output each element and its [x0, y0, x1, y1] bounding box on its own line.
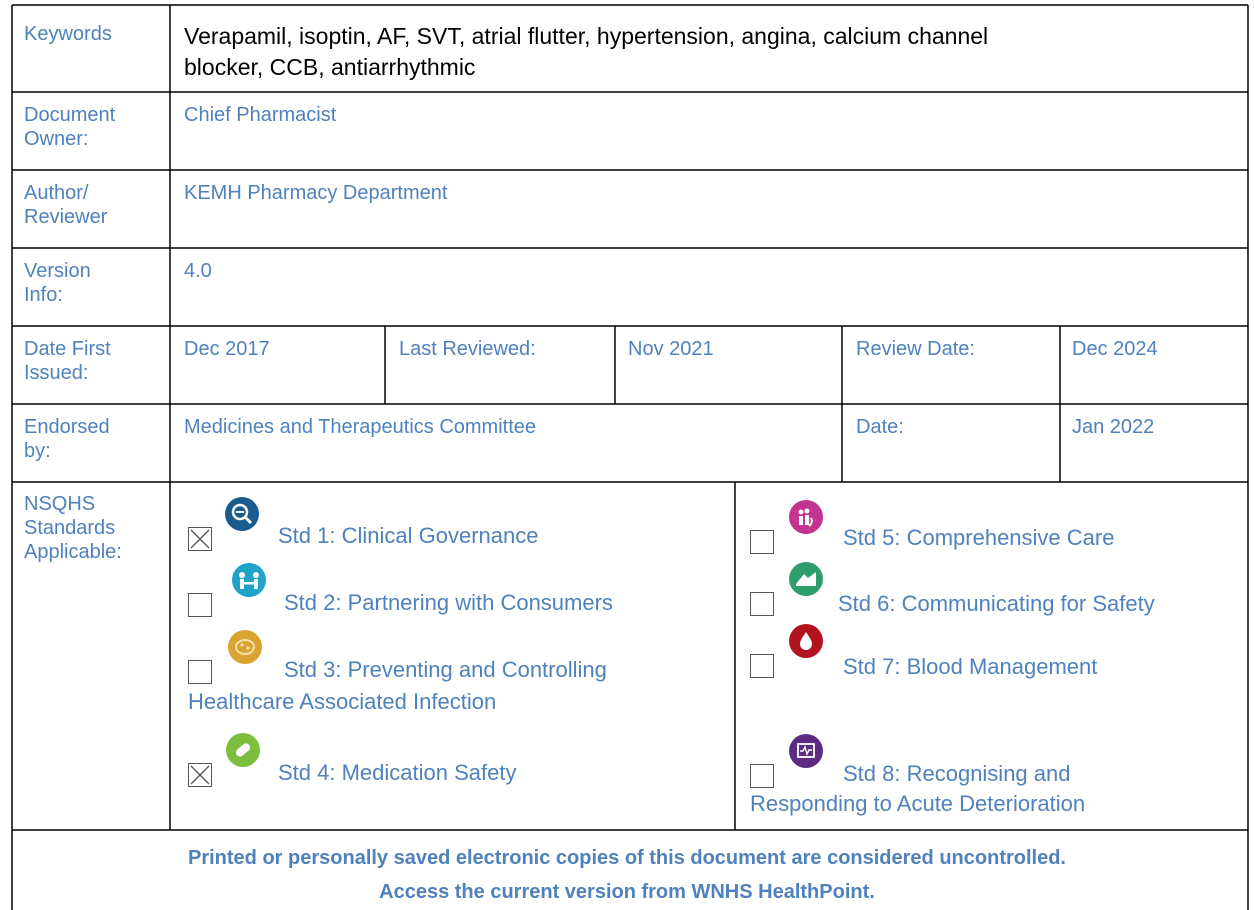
std4-text: Std 4: Medication Safety: [278, 760, 517, 785]
owner-label-line2: Owner:: [24, 128, 89, 150]
date-first-issued-label: Date First: [24, 338, 111, 360]
std8-text: Std 8: Recognising and: [843, 761, 1071, 786]
version-label: Version: [24, 260, 91, 282]
date-first-issued-label-line2: Issued:: [24, 362, 89, 384]
partnering-consumers-icon: [232, 563, 266, 597]
author-label: Author/: [24, 182, 89, 204]
std3-checkbox[interactable]: [188, 660, 212, 684]
std3-text: Std 3: Preventing and Controlling: [284, 657, 607, 682]
std7-text: Std 7: Blood Management: [843, 654, 1098, 679]
communicating-safety-icon: [789, 562, 823, 596]
acute-deterioration-icon: [789, 734, 823, 768]
std6-text: Std 6: Communicating for Safety: [838, 591, 1155, 616]
endorsed-label: Endorsed: [24, 416, 110, 438]
std7-checkbox[interactable]: [750, 654, 774, 678]
endorsed-date-value: Jan 2022: [1072, 416, 1155, 438]
infection-control-icon: [228, 630, 262, 664]
std1-checkbox[interactable]: [188, 527, 212, 551]
review-date-value: Dec 2024: [1072, 338, 1158, 360]
version-value: 4.0: [184, 260, 212, 282]
endorsed-value: Medicines and Therapeutics Committee: [184, 416, 537, 438]
std4-checkbox[interactable]: [188, 763, 212, 787]
keywords-value: Verapamil, isoptin, AF, SVT, atrial flutter, hypertension, angina, calcium channel: [184, 23, 989, 49]
date-first-issued-value: Dec 2017: [184, 338, 270, 360]
endorsed-label-line2: by:: [24, 440, 51, 462]
medication-safety-icon: [226, 733, 260, 767]
std1-text: Std 1: Clinical Governance: [278, 523, 539, 548]
nsqhs-label: NSQHS: [24, 493, 96, 515]
std8-checkbox[interactable]: [750, 764, 774, 788]
std2-checkbox[interactable]: [188, 593, 212, 617]
nsqhs-label-line3: Applicable:: [24, 541, 122, 563]
keywords-value-line2: blocker, CCB, antiarrhythmic: [184, 54, 476, 80]
std2-text: Std 2: Partnering with Consumers: [284, 590, 613, 615]
blood-drop-icon: [789, 624, 823, 658]
endorsed-date-label: Date:: [856, 416, 904, 438]
clinical-governance-icon: [225, 497, 259, 531]
uncontrolled-copy-notice: Printed or personally saved electronic copies of this document are considered uncontrolled.: [188, 847, 1066, 869]
last-reviewed-label: Last Reviewed:: [399, 338, 536, 360]
std6-checkbox[interactable]: [750, 592, 774, 616]
author-value: KEMH Pharmacy Department: [184, 182, 448, 204]
std3-text-line2: Healthcare Associated Infection: [188, 689, 497, 714]
owner-label: Document: [24, 104, 116, 126]
keywords-label: Keywords: [24, 23, 112, 45]
version-label-line2: Info:: [24, 284, 63, 306]
healthpoint-notice: Access the current version from WNHS HealthPoint.: [379, 881, 875, 903]
owner-value: Chief Pharmacist: [184, 104, 337, 126]
comprehensive-care-icon: [789, 500, 823, 534]
std5-text: Std 5: Comprehensive Care: [843, 525, 1115, 550]
review-date-label: Review Date:: [856, 338, 975, 360]
nsqhs-label-line2: Standards: [24, 517, 116, 539]
author-label-line2: Reviewer: [24, 206, 108, 228]
std8-text-line2: Responding to Acute Deterioration: [750, 791, 1086, 816]
last-reviewed-value: Nov 2021: [628, 338, 714, 360]
std5-checkbox[interactable]: [750, 530, 774, 554]
